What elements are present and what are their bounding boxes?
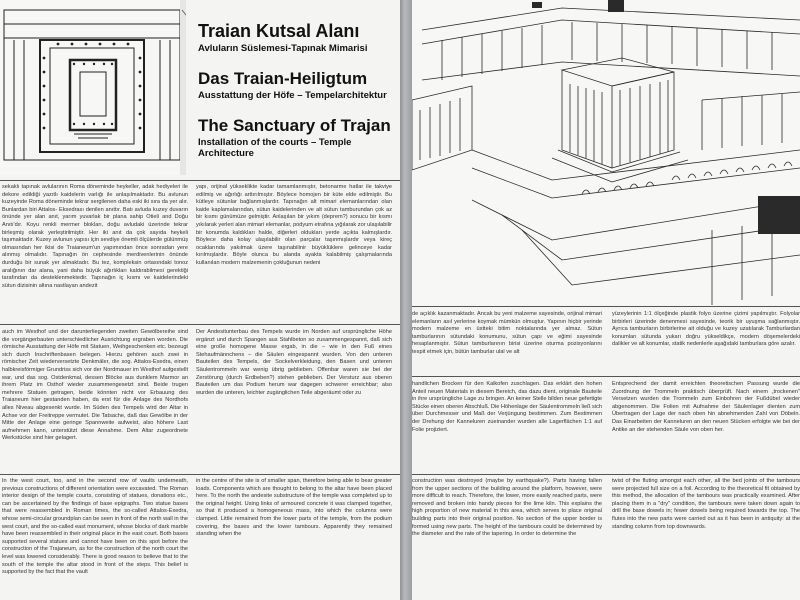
turkish-text-col-2: yapı, orijinal yükseklikte kadar tamamlanmıştır, betonarme hatlar ile takviye edilmiş ve ağırlığı arttırılmıştır. Böylece homojen bir küte elde edilmiştir. Bu kütleye sütunlar bağlanmışlardır. Tapınağın alt mimari elemanlarından olan kaide kaplamalarından, sütun kaidelerinden ve alt sütun tamburundan çok az bir kısmı günümüze gelmiştir. Anlaşılan bir yıkım (deprem?) sonucu bir kısmı yıkılarak yerleri alan mimari elemanlar, podyum etrafına yığılarak zor ulaşılabilir bir konumda kaldıkları halde, diğerleri oldukları yerde açıkta kalmışlardır. Böylece daha kolay ulaşılabilir olan parçalar taşınmışlardır veya kireç ocaklarında yakılmak üzere taşınabilinir büyüklüklere gelinceye kadar kırılmışlardır. Böyle olunca bu alanda ayakta kalabilmiş çalışmalarında kullanılan modern malzemenin çokluğunun nedeni	[196, 184, 392, 266]
panel-divider	[400, 0, 412, 600]
turkish-text-col-3: de açıklık kazanmaktadır. Ancak bu yeni malzeme sayesinde, orijinal mimari elemanların asıl yerlerine koymak mümkün olmuştur. Yapının hiçbir yerinde modern malzeme en üstteki bitim noktalarında yer almaz. Sütun tamburlarının sütundaki konumunu, sütun çapı ve eğimi sayesinde hesaplanmıştır. Sütun tamburlarının birisi üzerine oturma pozisyonlarını tespit etmek için, bütün tamburlar ulal ve alt	[412, 311, 602, 355]
turkish-subtitle: Avluların Süslemesi-Tapınak Mimarisi	[198, 42, 368, 54]
turkish-title: Traian Kutsal Alanı	[198, 21, 360, 41]
section-divider	[412, 306, 800, 307]
sanctuary-site-plan	[0, 0, 186, 175]
english-title: The Sanctuary of Trajan	[198, 115, 391, 135]
turkish-text-col-1: sekaklı tapınak avlularının Roma döneminde heykeller, adak hediyeleri ile dekore edildiği yazıtlı kaidelerin varlığı ile anlaşılmaktadır. Bu avlunun kuzeyinde Roma döneminde tekrar sergilenen daha eski iki sıra da yer alır. Bunlardan biri Attalos- Eksedrası denilen anıttır. Batı avluda kuzey duvarın önünde yer alan anıt, yarım yuvarlak bir plana sahip Otieli and Doğu Anıtı'dır. Koyu renkli mermer blokları, doğu avludaki üzerinde tekrar birleşmiş olarak yerleştirilmiştir. Her iki anıt da çok sayıda heykeli taşımaktadır. Kuzey avlunun yapısı için sevdiye önemli ölçülerde gülünmüş olmasından her ikisi de Traianeum'un yapımından önce sonradan yere alınmış olmalıdır. Tapınağın ön cephesinde merdivenlerinin önünde durduğu bir sunak yer almaktadır. Bu tez, kompleksin ortasındaki tonoz aralığının dar alana, yani daha büyük ağırlıkları kaldırabilmesi gerektiği tarafından da desteklenmektedir. Tapınağın iç kısmı ve kaidelerindeki sütun dizisinin altına nastlayan andezit	[2, 184, 188, 289]
german-text-col-2: Der Andesitunterbau des Tempels wurde im Norden auf ursprüngliche Höhe ergänzt und durch Spangen aus Stahlbeton so zusammengespannt, daß sich eine große homogene Masse ergab, in die – wie in den Fuß eines Stehaufmännchens – die Säulen eingespannt wurden. Von den unteren Bauteilen des Tempels, der Sockelverkleidung, den Basen und unteren Säulentrommeln war wenig übrig geblieben. Offenbar waren sie bei der Zerstörung (durch Erdbeben?) stehen geblieben. Der Versturz aus oberen Bauteilen um das Podium herum war dagegen schwerer erreichbar; also wurden die unteren, leichter zugänglichen Teile abgeräumt oder zu	[196, 329, 392, 396]
german-title: Das Traian-Heiligtum	[198, 68, 368, 88]
section-divider	[412, 474, 800, 475]
english-subtitle: Installation of the courts – Temple Architecture	[198, 136, 352, 159]
title-block	[198, 22, 398, 159]
german-text-col-1: auch im Westhof und der darunterliegenden zweiten Gewölbereihe sind die vorgängerbauten unterschiedlicher Ausrichtung ergraben worden. Die römische Ausstattung der Höfe mit Statuen, Weihgeschenken etc. bezeugt sich durch Inschriftenbasen belegen. Hierzu gehören auch zwei in römischer Zeit wiederversetzte Denkmäler, die sog. Attalos-Exedra, einen halbkreisförmiger Grundriss sich vor der Nordmauer im Westhof aufgestellt war, und das sog. Ostdenkmal, dessen Blöcke aus dunklem Marmor an ihrem Platz im Osthof wieder zusammengesetzt sind. Beide trugen mehrere Statuen getragen, beide könnten nicht vor Erbauung des Traianeum hier gestanden haben, da erst für die Anlage des Nordhofs alles Niveau abgesenkt wurde. Im Süden des Tempels wird der Altar in Achse vor der Freitreppe vermutet. Die Tatsache, daß das Gewölbe in der Mitte der Anlage eine geringe Spannweite aufweist, also höhere Last aufnehmen kann, unterstützt diese Annahme. Dem Altar zugeordnete Werkstücke sind hier gelagert.	[2, 329, 188, 442]
english-text-col-2: in the centre of the site is of smaller span, therefore being able to bear greater loads. Components which are thought to belong to the altar have been placed here. To the north the andesite substructure of the temple was completed up to the original height. Using links of armoured concrete it was clamped together, so that it produced a homogeneous mass, into which the columns were clamped. Little remained from the lower parts of the temple, from the podium covering, the bases and the lower tambours. Apparently they remained standing when the	[196, 478, 392, 538]
section-divider	[412, 376, 800, 377]
english-text-col-4: twist of the fluting amongst each other, all the bed joints of the tambours were projected full size on a foil. According to the theoretical fit obtained by this method, the allocation of the tambours was practically examined. After placing them in a "dry" condition, the tambours were taken down again to drill the base dowels in; fewer dowels being required towards the top. The flutes into the new parts were carried out as it has been in antiquity: at the standing column from top downwards.	[612, 478, 800, 530]
section-divider	[0, 180, 400, 181]
turkish-text-col-4: yüzeylerinin 1:1 ölçeğinde plastik folyo üzerine çizimi yapılmıştır. Folyolar birbirleri üzerinde denenmesi sayesinde, teorik bir uyuşma sağlanmıştır. Ayrıca tamburların birbirlerine ait olduğu ve kuzey uzatılarak Tamburlardan konumları sütunda yukarı doğru yükseldikçe, modern döşemelerdeki dalikler ve alt konumlar, statik nedenlerle aşağıdaki tamburlara göre azalır.	[612, 311, 800, 348]
english-text-col-3: construction was destroyed (maybe by earthquake?). Parts having fallen from the upper sections of the building around the platform, however, were more difficult to reach. Therefore, the lower, more easily reached parts, were removed and broken into handy pieces for the lime kiln. This explains the high proportion of new material in this area, which serves to place original building parts into their original position. No section of the upper border is formed using new parts. The height of the tambours could be determined by the diameter and the rate of the tapering. In order to determine the	[412, 478, 602, 538]
german-text-col-3: handlichen Brocken für den Kalkofen zuschlagen. Das erklärt den hohen Anteil neuen Materials in diesem Bereich, das dazu dient, originale Bauteile in ihre ursprüngliche Lage zu bringen. An keiner Stelle bilden neue gefertigte Stücke einen oberen Abschluß. Die Höhenlage der Säulentrommeln ließ sich über Durchmesser und Maß der Verjüngung bestimmen. Zum Bestimmen der Drehung der Kanneluren zueinander wurden alle Lagerflächen 1:1 auf Folie projiziert.	[412, 381, 602, 433]
german-text-col-4: Entsprechend der damit erreichten theoretischen Passung wurde die Zuordnung der Trommeln praktisch überprüft. Nach einem „trockenen" Versetzen wurden die Trommeln zum Einbohren der Fußdübel wieder abgenommen. Die Folien mit Aufnahme der Säulenlager dienten zum Übertragen der Lage der nach oben hin abnehmenden Zahl von Döbeln. Das Einarbeiten der Kanneluren an den neuen Stücken erfolgte wie bei der Antike an der stehenden Säule von oben her.	[612, 381, 800, 433]
german-subtitle: Ausstattung der Höfe – Tempelarchitektur	[198, 89, 387, 101]
english-text-col-1: In the west court, too, and in the second row of vaults underneath, previous constructions of different orientation were excavated. The Roman interior design of the temple courts, consisting of statues, donations etc., can be ascertained by the findings of base epigraphs. Two statue bases that were reassembled in Roman times, the so-called Attalos-Exedra, whose semi-circular groundplan can be seen in front of the north wall in the west court, and the so-called east monument, whose blocks of dark marble have been reassembled in their original place in the east court. Both bases supported several statues and cannot have been on this spot before the construction of the Trajaneum, as for the construction of the north court the level was lowered considerably. There is good reason to believe that to the south of the temple the altar stood in front of the steps. This belief is supported by the fact that the vault	[2, 478, 188, 576]
right-info-panel	[412, 0, 800, 600]
section-divider	[0, 474, 400, 475]
temple-reconstruction-drawing	[412, 0, 800, 305]
section-divider	[0, 324, 400, 325]
